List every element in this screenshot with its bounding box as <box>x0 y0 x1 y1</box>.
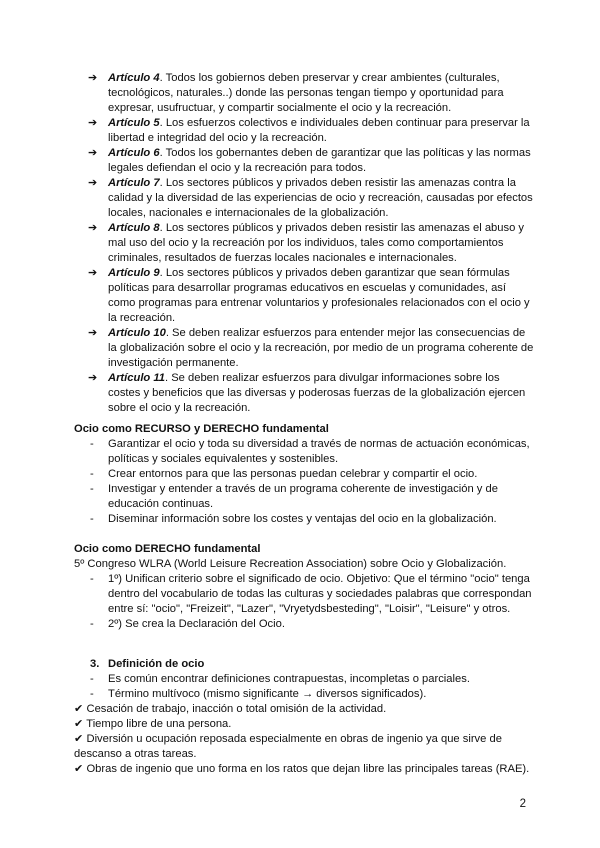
check-item-text: Diversión u ocupación reposada especialmente en obras de ingenio ya que sirve de descanso a otras tareas. <box>74 733 502 760</box>
article-label: Artículo 10 <box>108 327 166 339</box>
list-item <box>74 672 534 687</box>
arrow-icon: ➔ <box>88 147 98 159</box>
article-label: Artículo 7 <box>108 177 160 189</box>
list-item <box>74 687 534 702</box>
list-item <box>74 572 534 617</box>
list-item <box>74 512 534 527</box>
article-label: Artículo 4 <box>108 72 160 84</box>
check-item <box>74 732 534 762</box>
definicion-section <box>74 657 534 777</box>
check-item-text: Obras de ingenio que uno forma en los ratos que dejan libre las principales tareas (RAE). <box>86 763 530 775</box>
check-item <box>74 762 534 777</box>
list-item-text: 2º) Se crea la Declaración del Ocio. <box>108 618 285 630</box>
list-item <box>88 326 534 371</box>
list-item <box>88 116 534 146</box>
article-label: Artículo 9 <box>108 267 160 279</box>
article-text: . Los sectores públicos y privados deben garantizar que sean fórmulas políticas para desarrollar programas educativos en escuelas y comunidades, así como programas para entrenar voluntarios y profesionales relacionados con el ocio y la recreación. <box>108 267 530 324</box>
list-item-text: Investigar y entender a través de un programa coherente de investigación y de educación continuas. <box>108 483 498 510</box>
recurso-list <box>74 437 534 527</box>
check-item-text: Tiempo libre de una persona. <box>86 718 232 730</box>
list-item-text: 1º) Unifican criterio sobre el significado de ocio. Objetivo: Que el término "ocio" tenga dentro del vocabulario de todas las culturas y sociedades palabras que correspondan entre sí: "ocio", "Freizeit", "Lazer", "Vryetydsbesteding", "Loisir", "Leisure" y otros. <box>108 573 532 615</box>
article-label: Artículo 5 <box>108 117 160 129</box>
article-text: . Los sectores públicos y privados deben resistir las amenazas el abuso y mal uso del ocio y la recreación por los individuos, tales como comportamientos criminales, resultados de fuerzas locales nacionales e internacionales. <box>108 222 525 264</box>
list-item <box>88 371 534 416</box>
articles-list <box>88 71 534 416</box>
dash-bullet: - <box>90 673 94 685</box>
list-item <box>74 482 534 512</box>
dash-bullet: - <box>90 573 94 585</box>
dash-bullet: - <box>90 618 94 630</box>
list-item <box>88 221 534 266</box>
arrow-icon: ➔ <box>88 372 98 384</box>
dash-bullet: - <box>90 688 94 700</box>
section-title: Definición de ocio <box>108 658 205 670</box>
article-label: Artículo 8 <box>108 222 160 234</box>
list-item <box>88 146 534 176</box>
list-item-text: Crear entornos para que las personas puedan celebrar y compartir el ocio. <box>108 468 478 480</box>
list-item-text: Es común encontrar definiciones contrapuestas, incompletas o parciales. <box>108 673 470 685</box>
arrow-icon: ➔ <box>88 222 98 234</box>
list-item-text: Diseminar información sobre los costes y ventajas del ocio en la globalización. <box>108 513 497 525</box>
article-label: Artículo 6 <box>108 147 160 159</box>
dash-bullet: - <box>90 513 94 525</box>
article-text: . Los sectores públicos y privados deben resistir las amenazas contra la calidad y la diversidad de las experiencias de ocio y recreación, causadas por efectos locales, nacionales e internacionales de la globalización. <box>108 177 533 219</box>
derecho-list <box>74 572 534 632</box>
check-item <box>74 702 534 717</box>
article-text: . Todos los gobernantes deben de garantizar que las políticas y las normas legales defiendan el ocio y la recreación para todos. <box>108 147 531 174</box>
list-item <box>88 71 534 116</box>
article-text: . Los esfuerzos colectivos e individuales deben continuar para preservar la libertad e integridad del ocio y la recreación. <box>108 117 530 144</box>
list-item <box>74 467 534 482</box>
checkmark-icon: ✔ <box>74 733 84 745</box>
section-intro: 5º Congreso WLRA (World Leisure Recreation Association) sobre Ocio y Globalización. <box>74 558 507 570</box>
section-heading <box>74 657 534 672</box>
checkmark-icon: ✔ <box>74 718 84 730</box>
checkmark-icon: ✔ <box>74 763 84 775</box>
arrow-icon: ➔ <box>88 327 98 339</box>
dash-bullet: - <box>90 468 94 480</box>
recurso-section <box>74 422 534 527</box>
list-item-text: Garantizar el ocio y toda su diversidad a través de normas de actuación económicas, políticas y sociales equivalentes y sostenibles. <box>108 438 530 465</box>
list-item-text: Término multívoco (mismo significante → diversos significados). <box>108 688 427 700</box>
article-text: . Se deben realizar esfuerzos para entender mejor las consecuencias de la globalización sobre el ocio y la recreación, por medio de un programa coherente de investigación permanente. <box>108 327 534 369</box>
article-label: Artículo 11 <box>108 372 165 384</box>
check-item-text: Cesación de trabajo, inacción o total omisión de la actividad. <box>86 703 387 715</box>
article-text: . Se deben realizar esfuerzos para divulgar informaciones sobre los costes y beneficios que las diversas y poderosas fuerzas de la globalización ejercen sobre el ocio y la recreación. <box>108 372 526 414</box>
arrow-icon: ➔ <box>88 72 98 84</box>
list-item <box>88 266 534 326</box>
section-heading: Ocio como RECURSO y DERECHO fundamental <box>74 423 329 435</box>
arrow-icon: ➔ <box>88 117 98 129</box>
article-text: . Todos los gobiernos deben preservar y crear ambientes (culturales, tecnológicos, naturales..) donde las personas tengan tiempo y oportunidad para expresar, usufructuar, y compartir socialmente el ocio y la recreación. <box>108 72 504 114</box>
list-item <box>74 437 534 467</box>
checkmark-icon: ✔ <box>74 703 84 715</box>
dash-bullet: - <box>90 438 94 450</box>
derecho-section <box>74 542 534 632</box>
definicion-list <box>74 672 534 702</box>
list-item <box>88 176 534 221</box>
dash-bullet: - <box>90 483 94 495</box>
arrow-icon: ➔ <box>88 267 98 279</box>
page-number: 2 <box>519 798 526 810</box>
section-number: 3. <box>90 658 100 670</box>
list-item <box>74 617 534 632</box>
check-item <box>74 717 534 732</box>
arrow-icon: ➔ <box>88 177 98 189</box>
section-heading: Ocio como DERECHO fundamental <box>74 543 261 555</box>
